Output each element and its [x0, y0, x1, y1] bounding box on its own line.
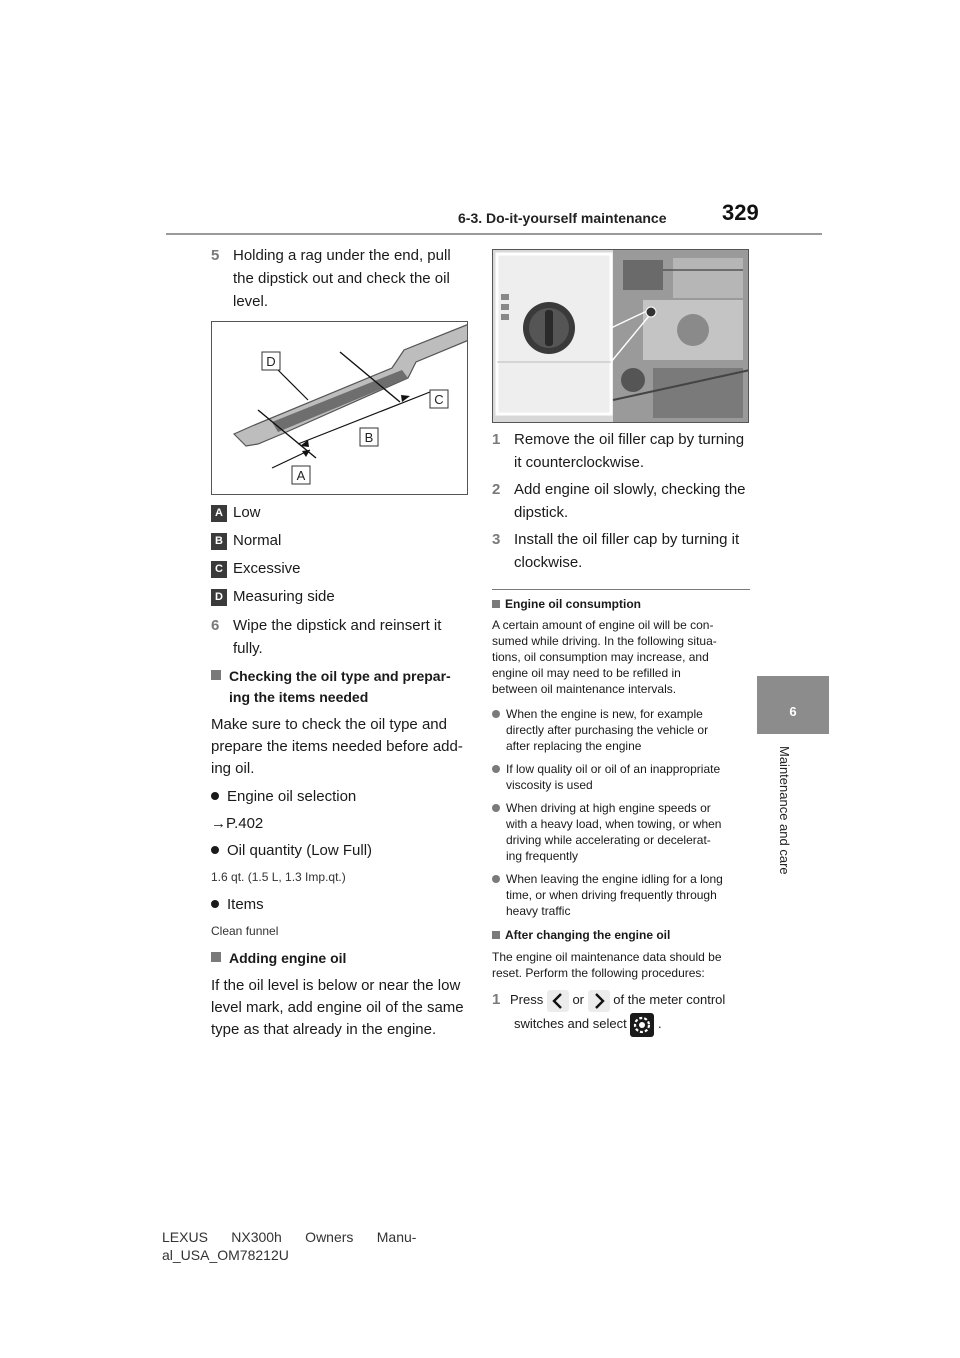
step-line: Remove the oil filler cap by turning: [514, 431, 745, 448]
bullet-text: Items: [227, 896, 264, 913]
after-change-heading: [492, 928, 670, 942]
bullet-line: heavy traffic: [506, 904, 571, 918]
heading-square-icon: [211, 952, 221, 962]
engine-bay-photo: [492, 249, 749, 423]
legend-key: D: [211, 589, 227, 606]
chapter-tab: [757, 676, 829, 734]
step-text: [514, 428, 744, 474]
footer-line: al_USA_OM78212U: [162, 1247, 289, 1263]
step-line: clockwise.: [514, 554, 583, 571]
para-line: reset. Perform the following procedures:: [492, 966, 705, 980]
bullet-items: [211, 896, 264, 913]
bullet-line: If low quality oil or oil of an inappropriate: [506, 762, 721, 776]
header-rule: [166, 233, 822, 235]
bullet-line: ing frequently: [506, 849, 579, 863]
step-install-cap: [492, 528, 754, 574]
para-line: Make sure to check the oil type and: [211, 716, 447, 733]
step-line: Install the oil filler cap by turning it: [514, 531, 740, 548]
step-text: [233, 614, 441, 660]
section-title: 6-3. Do-it-yourself maintenance: [458, 210, 667, 226]
para-line: between oil maintenance intervals.: [492, 682, 677, 696]
figure-label-b: B: [364, 430, 374, 445]
para-line: A certain amount of engine oil will be con-: [492, 618, 714, 632]
bullet-engine-oil-selection: [211, 788, 356, 805]
bullet-oil-quantity: [211, 842, 372, 859]
consumption-paragraph: [492, 617, 754, 697]
bullet-line: When the engine is new, for example: [506, 707, 703, 721]
bullet-line: directly after purchasing the vehicle or: [506, 723, 709, 737]
items-value: Clean funnel: [211, 924, 279, 938]
bullet-dot-icon: [211, 792, 219, 800]
engine-bay-illustration: [493, 250, 749, 423]
bullet-dot-icon: [492, 710, 500, 718]
oil-type-heading: [211, 666, 481, 708]
step-text: [514, 528, 739, 574]
para-line: tions, oil consumption may increase, and: [492, 650, 709, 664]
gear-icon[interactable]: [630, 1013, 654, 1037]
para-line: If the oil level is below or near the low: [211, 977, 461, 994]
para-line: The engine oil maintenance data should be: [492, 950, 722, 964]
adding-oil-paragraph: [211, 975, 491, 1041]
heading-line: Checking the oil type and prepar-: [229, 668, 451, 684]
bullet-text: Engine oil selection: [227, 788, 357, 805]
step-remove-cap: [492, 428, 754, 474]
legend-text: Low: [233, 504, 261, 521]
para-line: type as that already in the engine.: [211, 1021, 437, 1038]
page-number: 329: [722, 200, 759, 225]
legend-text: Measuring side: [233, 588, 335, 605]
press-step: [492, 988, 754, 1037]
bullet-text: Oil quantity (Low Full): [227, 842, 373, 859]
consumption-heading: [492, 597, 641, 611]
bullet-line: with a heavy load, when towing, or when: [506, 817, 722, 831]
bullet-line: viscosity is used: [506, 778, 593, 792]
figure-label-c: C: [434, 392, 444, 407]
figure-label-d: D: [266, 354, 276, 369]
step-add-oil: [492, 478, 754, 524]
section-divider: [492, 589, 750, 590]
dipstick-figure: [211, 321, 468, 495]
step-line: level.: [233, 293, 269, 310]
legend-text: Excessive: [233, 560, 301, 577]
step-line: the dipstick out and check the oil: [233, 270, 450, 287]
step-number: 6: [211, 617, 220, 634]
bullet-line: When driving at high engine speeds or: [506, 801, 711, 815]
footer-document-id: [162, 1228, 416, 1264]
step-line: Wipe the dipstick and reinsert it: [233, 617, 442, 634]
step-line: fully.: [233, 640, 263, 657]
bullet-dot-icon: [492, 765, 500, 773]
step-6: [211, 614, 481, 660]
heading-square-icon: [211, 670, 221, 680]
after-change-paragraph: [492, 949, 754, 981]
chapter-label-wrap: [778, 746, 792, 886]
chapter-label: Maintenance and care: [777, 746, 792, 875]
heading-square-icon: [492, 931, 500, 939]
chevron-right-icon[interactable]: [588, 990, 610, 1012]
or-text: or: [572, 992, 585, 1007]
step-number: 1: [492, 991, 501, 1008]
para-line: ing oil.: [211, 760, 255, 777]
step-number: 1: [492, 431, 501, 448]
legend-key: A: [211, 505, 227, 522]
heading-square-icon: [492, 600, 500, 608]
press-tail: of the meter control: [613, 992, 726, 1007]
bullet-dot-icon: [492, 804, 500, 812]
figure-label-a: A: [296, 468, 306, 483]
bullet-dot-icon: [211, 846, 219, 854]
bullet-dot-icon: [211, 900, 219, 908]
oil-quantity-value: 1.6 qt. (1.5 L, 1.3 Imp.qt.): [211, 870, 346, 884]
legend-key: B: [211, 533, 227, 550]
heading-text: After changing the engine oil: [505, 928, 671, 942]
step-number: 3: [492, 531, 501, 548]
sentence-end: .: [657, 1016, 662, 1031]
legend-text: Normal: [233, 532, 282, 549]
step-line: it counterclockwise.: [514, 454, 645, 471]
step-5: [211, 244, 481, 314]
step-text: [233, 244, 451, 313]
oil-type-paragraph: [211, 714, 481, 780]
bullet-line: When leaving the engine idling for a long: [506, 872, 723, 886]
dipstick-illustration: [212, 322, 468, 495]
heading-line: ing the items needed: [229, 689, 369, 705]
para-line: level mark, add engine oil of the same: [211, 999, 464, 1016]
press-text: Press: [509, 992, 544, 1007]
select-text: switches and select: [514, 1016, 627, 1031]
step-number: 5: [211, 247, 220, 264]
step-line: Holding a rag under the end, pull: [233, 247, 451, 264]
heading-text: Adding engine oil: [229, 950, 347, 966]
bullet-dot-icon: [492, 875, 500, 883]
bullet-line: driving while accelerating or decelerat-: [506, 833, 711, 847]
reference-link[interactable]: →P.402: [211, 815, 264, 832]
step-text: [514, 478, 746, 524]
legend-key: C: [211, 561, 227, 578]
chapter-number: 6: [789, 704, 797, 719]
footer-line: LEXUS NX300h Owners Manu-: [162, 1229, 417, 1245]
chevron-left-icon[interactable]: [547, 990, 569, 1012]
bullet-line: time, or when driving frequently through: [506, 888, 717, 902]
bullet-line: after replacing the engine: [506, 739, 642, 753]
step-line: Add engine oil slowly, checking the: [514, 481, 746, 498]
step-line: dipstick.: [514, 504, 569, 521]
para-line: prepare the items needed before add-: [211, 738, 463, 755]
heading-text: Engine oil consumption: [505, 597, 641, 611]
para-line: engine oil may need to be refilled in: [492, 666, 681, 680]
para-line: sumed while driving. In the following situa-: [492, 634, 717, 648]
step-number: 2: [492, 481, 501, 498]
adding-oil-heading: [211, 948, 346, 969]
